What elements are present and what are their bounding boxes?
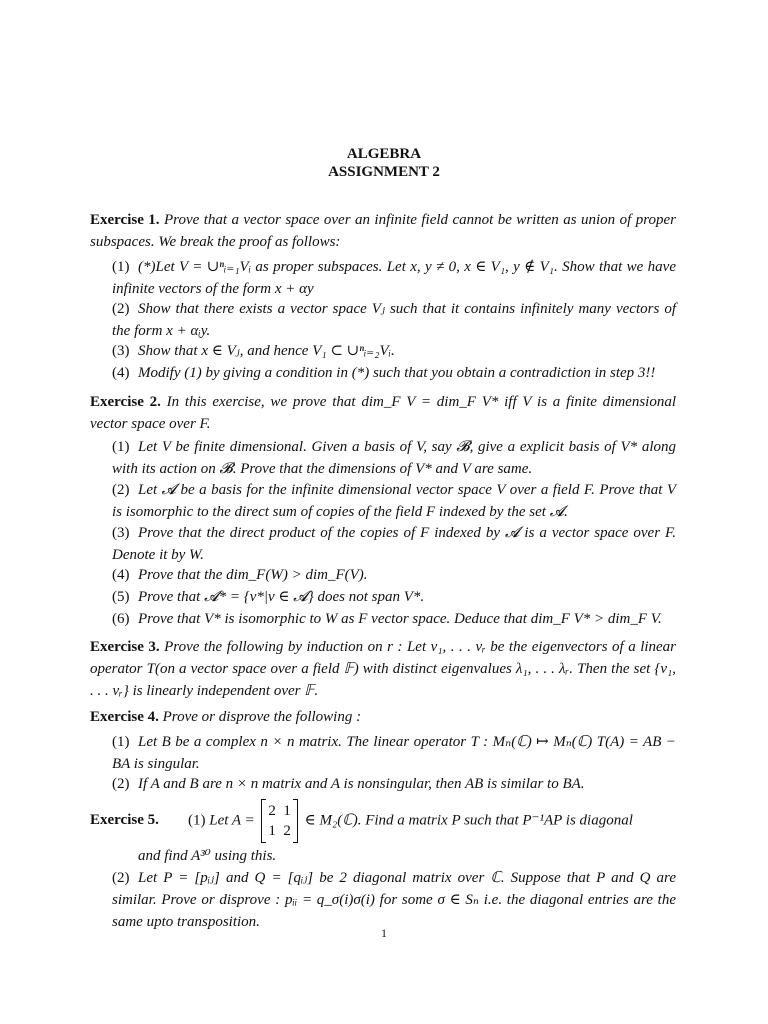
exercise-1-item-3: (3) Show that x ∈ Vⱼ, and hence V₁ ⊂ ∪ⁿᵢ₌₂Vᵢ. <box>112 343 395 359</box>
exercise-4 <box>90 706 676 728</box>
exercise-3-label: Exercise 3. <box>90 639 160 655</box>
exercise-4-label: Exercise 4. <box>90 709 159 725</box>
exercise-1-label: Exercise 1. <box>90 212 160 228</box>
exercise-4-item-2: (2) If A and B are n × n matrix and A is nonsingular, then AB is similar to BA. <box>112 776 585 792</box>
matrix-a: 2 1 1 2 <box>261 799 298 843</box>
exercise-1-item-4: (4) Modify (1) by giving a condition in (*) such that you obtain a contradiction in step 3!! <box>112 365 656 381</box>
exercise-2-item-4: (4) Prove that the dim_F(W) > dim_F(V). <box>112 567 368 583</box>
page-subtitle: ASSIGNMENT 2 <box>328 164 440 180</box>
exercise-4-item-1: (1) Let B be a complex n × n matrix. The linear operator T : Mₙ(ℂ) ↦ Mₙ(ℂ) T(A) = AB − BA is singular. <box>112 734 676 772</box>
exercise-2-item-1: (1) Let V be finite dimensional. Given a basis of V, say 𝓑, give a explicit basis of V* along with its action on 𝓑. Prove that the dimensions of V* and V are same. <box>112 439 676 477</box>
exercise-1 <box>90 209 676 253</box>
exercise-1-intro: Prove that a vector space over an infinite field cannot be written as union of proper subspaces. We break the proof as follows: <box>90 212 677 250</box>
page-number: 1 <box>381 926 387 940</box>
exercise-5-item-1-continued: and find A³⁰ using this. <box>138 848 277 864</box>
exercise-2-label: Exercise 2. <box>90 394 161 410</box>
exercise-2 <box>90 391 676 435</box>
exercise-4-intro: Prove or disprove the following : <box>162 709 362 725</box>
exercise-2-item-6: (6) Prove that V* is isomorphic to W as F vector space. Deduce that dim_F V* > dim_F V. <box>112 611 662 627</box>
exercise-1-item-2: (2) Show that there exists a vector space Vⱼ such that it contains infinitely many vectors of the form x + αᵢy. <box>112 301 676 339</box>
exercise-2-item-5: (5) Prove that 𝓐* = {v*|v ∈ 𝓐} does not span V*. <box>112 589 425 605</box>
page-title: ALGEBRA <box>346 146 422 162</box>
exercise-3 <box>90 636 676 702</box>
exercise-3-text: Prove the following by induction on r : Let v₁, . . . vᵣ be the eigenvectors of a linear operator T(on a vector space over a field 𝔽) with distinct eigenvalues λ₁, . . . λᵣ. Then the set {v₁, . . . vᵣ} is linearly independent over 𝔽. <box>90 639 677 699</box>
exercise-1-item-1: (1) (*)Let V = ∪ⁿᵢ₌₁Vᵢ as proper subspaces. Let x, y ≠ 0, x ∈ V₁, y ∉ V₁. Show that we have infinite vectors of the form x + αy <box>112 259 676 297</box>
exercise-5-item-2: (2) Let P = [pᵢⱼ] and Q = [qᵢⱼ] be 2 diagonal matrix over ℂ. Suppose that P and Q are similar. Prove or disprove : pᵢᵢ = q_σ(i)σ(i) for some σ ∈ Sₙ i.e. the diagonal entries are the same upto transposition. <box>112 870 676 930</box>
exercise-5-item-1: (1) Let A = 2 1 1 2 ∈ M₂(ℂ). Find a matrix P such that P⁻¹AP is diagonal <box>188 799 676 843</box>
exercise-2-item-3: (3) Prove that the direct product of the copies of F indexed by 𝓐 is a vector space over F. Denote it by W. <box>112 525 676 563</box>
exercise-5-label: Exercise 5. <box>90 812 159 828</box>
exercise-2-item-2: (2) Let 𝓐 be a basis for the infinite dimensional vector space V over a field F. Prove that V is isomorphic to the direct sum of copies of the field F indexed by the set 𝓐. <box>112 482 676 520</box>
exercise-2-intro: In this exercise, we prove that dim_F V = dim_F V* iff V is a finite dimensional vector space over F. <box>90 394 676 432</box>
